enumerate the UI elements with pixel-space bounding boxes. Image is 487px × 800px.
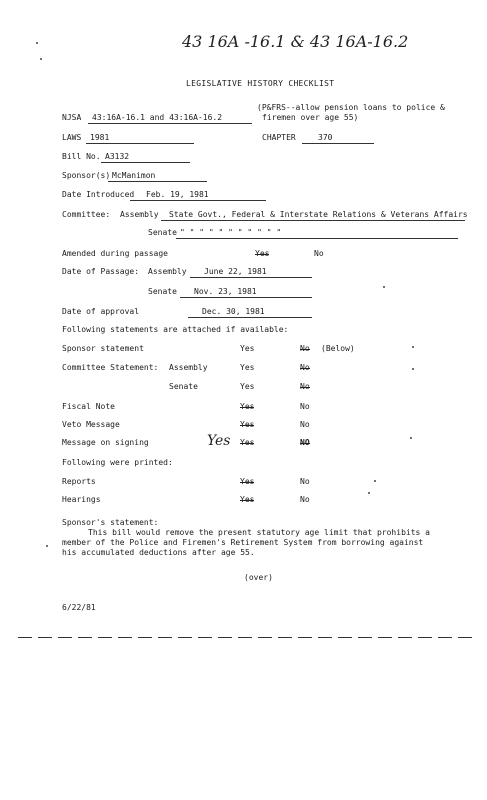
row-committee-assembly-no: No [300, 363, 310, 372]
date-introduced-value: Feb. 19, 1981 [130, 190, 266, 201]
dash-segment [218, 637, 232, 638]
row-committee-senate-no: No [300, 382, 310, 391]
row-message-signing-yes: Yes [240, 438, 255, 447]
handwritten-yes-note: Yes [207, 433, 231, 449]
row-fiscal-note-label: Fiscal Note [62, 402, 115, 411]
committee-assembly-label: Assembly [120, 210, 159, 219]
over-note: (over) [244, 573, 273, 582]
amended-no: No [314, 249, 324, 258]
attached-heading: Following statements are attached if available: [62, 325, 289, 334]
scan-speck [40, 58, 42, 60]
dash-segment [18, 637, 32, 638]
row-hearings-yes: Yes [240, 495, 255, 504]
approval-value: Dec. 30, 1981 [188, 307, 312, 318]
passage-assembly-value: June 22, 1981 [190, 267, 312, 278]
handwritten-annotation: 43 16A -16.1 & 43 16A-16.2 [182, 32, 409, 51]
chapter-label: CHAPTER [262, 133, 296, 142]
dash-segment [158, 637, 172, 638]
dash-segment [58, 637, 72, 638]
scan-speck [46, 545, 48, 547]
dash-segment [118, 637, 132, 638]
laws-label: LAWS [62, 133, 82, 142]
printed-heading: Following were printed: [62, 458, 173, 467]
scan-speck [368, 492, 370, 494]
row-committee-senate-label: Senate [169, 382, 198, 391]
date-introduced-label: Date Introduced [62, 190, 135, 199]
row-fiscal-note-no: No [300, 402, 310, 411]
footer-date: 6/22/81 [62, 603, 96, 612]
dash-segment [298, 637, 312, 638]
row-veto-message-yes: Yes [240, 420, 255, 429]
page-title: LEGISLATIVE HISTORY CHECKLIST [186, 79, 335, 88]
committee-assembly-value: State Govt., Federal & Interstate Relations & Veterans Affairs [161, 210, 465, 221]
passage-label: Date of Passage: [62, 267, 140, 276]
sponsor-statement-line3: his accumulated deductions after age 55. [62, 548, 255, 557]
sponsor-label: Sponsor(s) [62, 171, 111, 180]
dash-segment [458, 637, 472, 638]
scan-speck [374, 480, 376, 482]
njsa-note-line2: firemen over age 55) [262, 113, 359, 122]
row-hearings-no: No [300, 495, 310, 504]
passage-senate-value: Nov. 23, 1981 [180, 287, 312, 298]
sponsor-statement-line1: This bill would remove the present statutory age limit that prohibits a [88, 528, 430, 537]
dash-segment [178, 637, 192, 638]
row-fiscal-note-yes: Yes [240, 402, 255, 411]
dash-segment [398, 637, 412, 638]
dash-segment [358, 637, 372, 638]
scan-speck [412, 346, 414, 348]
row-veto-message-no: No [300, 420, 310, 429]
chapter-value: 370 [302, 133, 374, 144]
bill-value: A3132 [101, 152, 190, 163]
dash-segment [38, 637, 52, 638]
scan-speck [410, 437, 412, 439]
row-veto-message-label: Veto Message [62, 420, 120, 429]
sponsor-value: McManimon [108, 171, 207, 182]
approval-label: Date of approval [62, 307, 140, 316]
njsa-note-line1: (P&FRS--allow pension loans to police & [257, 103, 445, 112]
bill-label: Bill No. [62, 152, 101, 161]
dash-segment [278, 637, 292, 638]
row-hearings-label: Hearings [62, 495, 101, 504]
committee-senate-value: " " " " " " " " " " " [176, 228, 458, 239]
row-message-signing-no: NO [300, 438, 310, 447]
dash-segment [338, 637, 352, 638]
dash-segment [98, 637, 112, 638]
scan-speck [412, 368, 414, 370]
dash-segment [258, 637, 272, 638]
row-reports-label: Reports [62, 477, 96, 486]
sponsor-statement-line2: member of the Police and Firemen's Retirement System from borrowing against [62, 538, 424, 547]
row-sponsor-statement-label: Sponsor statement [62, 344, 144, 353]
dash-segment [318, 637, 332, 638]
committee-senate-label: Senate [148, 228, 177, 237]
row-sponsor-statement-yes: Yes [240, 344, 255, 353]
row-committee-statement-label: Committee Statement: [62, 363, 159, 372]
row-committee-senate-yes: Yes [240, 382, 255, 391]
dash-segment [438, 637, 452, 638]
sponsor-statement-heading: Sponsor's statement: [62, 518, 159, 527]
njsa-label: NJSA [62, 113, 82, 122]
passage-assembly-label: Assembly [148, 267, 187, 276]
amended-label: Amended during passage [62, 249, 168, 258]
dash-segment [378, 637, 392, 638]
amended-yes: Yes [255, 249, 270, 258]
dash-segment [78, 637, 92, 638]
scan-speck [36, 42, 38, 44]
committee-label: Committee: [62, 210, 111, 219]
row-committee-assembly-yes: Yes [240, 363, 255, 372]
dash-segment [418, 637, 432, 638]
passage-senate-label: Senate [148, 287, 177, 296]
row-sponsor-statement-extra: (Below) [321, 344, 355, 353]
row-message-signing-label: Message on signing [62, 438, 149, 447]
dash-segment [238, 637, 252, 638]
dash-segment [138, 637, 152, 638]
dash-segment [198, 637, 212, 638]
scan-speck [383, 286, 385, 288]
row-reports-yes: Yes [240, 477, 255, 486]
row-reports-no: No [300, 477, 310, 486]
row-sponsor-statement-no: No [300, 344, 310, 353]
laws-value: 1981 [86, 133, 194, 144]
njsa-value: 43:16A-16.1 and 43:16A-16.2 [88, 113, 252, 124]
row-committee-assembly-label: Assembly [169, 363, 208, 372]
